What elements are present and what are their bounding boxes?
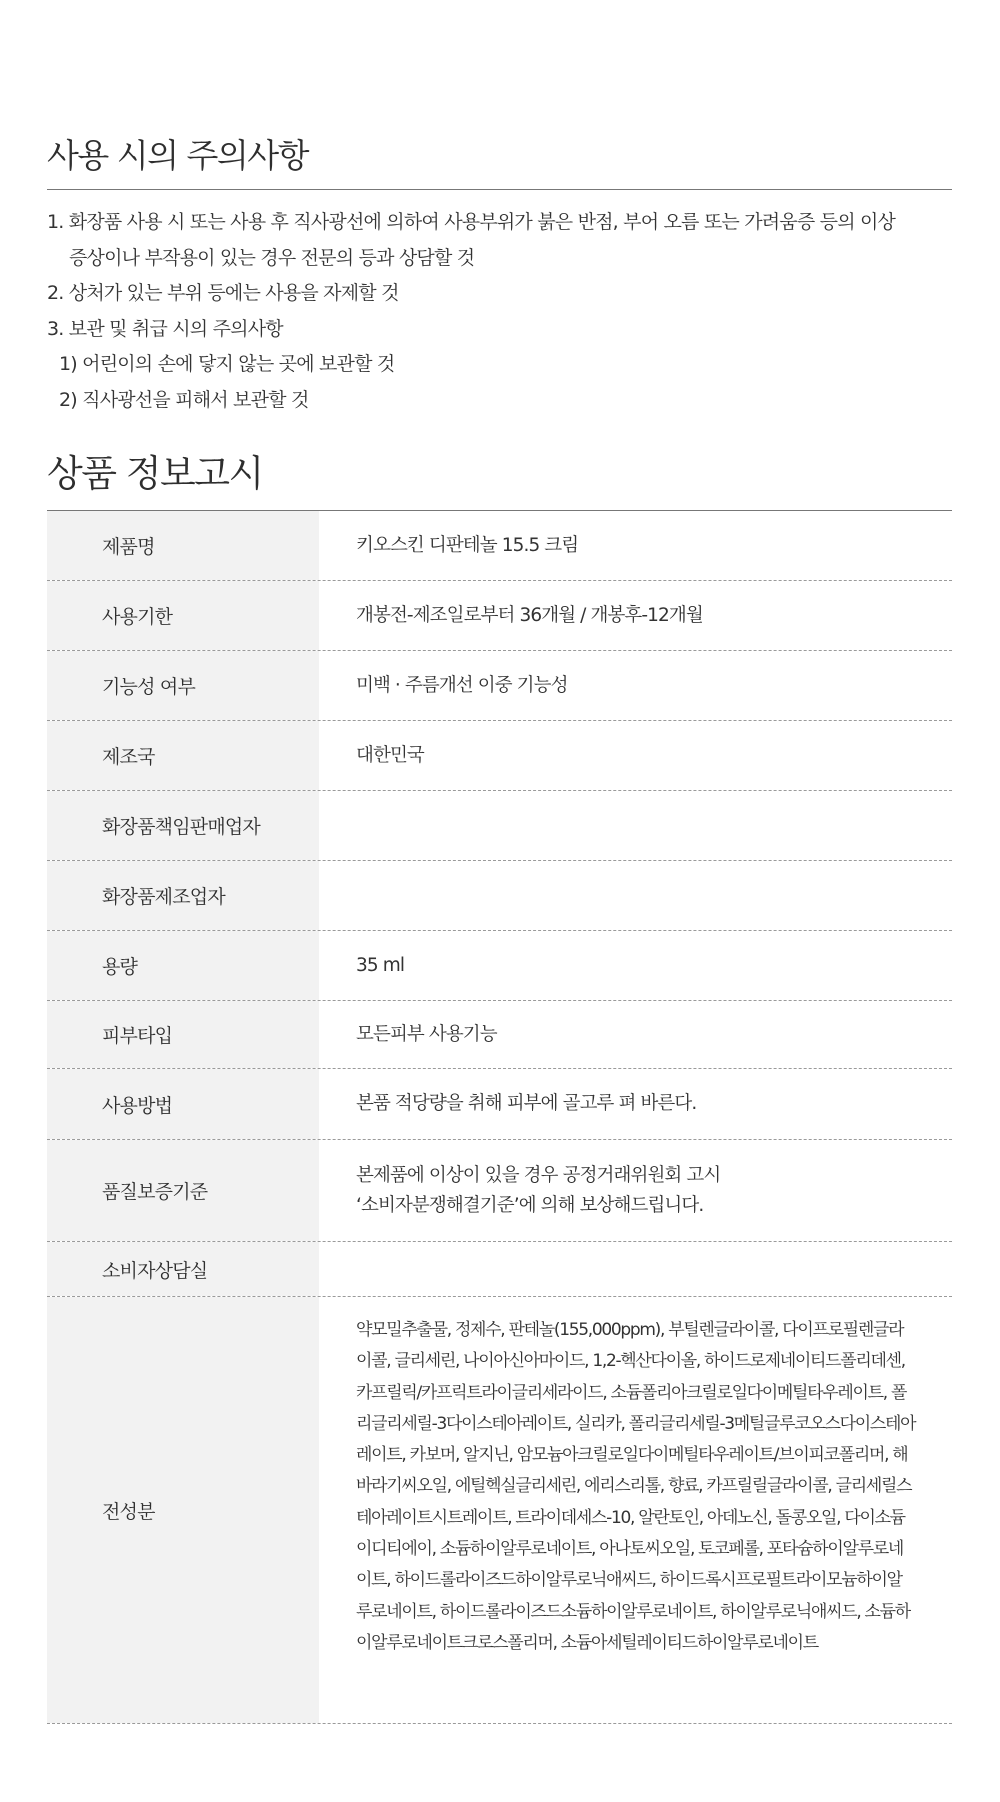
caution-list (47, 205, 952, 418)
caution-item-3: 3. 보관 및 취급 시의 주의사항 (47, 317, 283, 340)
row-label: 사용기한 (47, 581, 319, 650)
caution-subitem-1: 1) 어린이의 손에 닿지 않는 곳에 보관할 것 (59, 353, 395, 375)
row-label: 제조국 (47, 721, 319, 790)
row-value (319, 1140, 952, 1241)
table-row-quality-guarantee (47, 1140, 952, 1242)
caution-item-1: 1. 화장품 사용 시 또는 사용 후 직사광선에 의하여 사용부위가 붉은 반점, 부어 오름 또는 가려움증 등의 이상 (47, 211, 896, 233)
row-label: 피부타입 (47, 1001, 319, 1068)
table-row-volume (47, 931, 952, 1001)
product-info-table (47, 511, 952, 1724)
table-row-country (47, 721, 952, 791)
row-label: 기능성 여부 (47, 651, 319, 720)
row-value: 본품 적당량을 취해 피부에 골고루 펴 바른다. (356, 1093, 697, 1114)
row-value: 모든피부 사용기능 (356, 1023, 497, 1045)
caution-section-title: 사용 시의 주의사항 (47, 136, 309, 175)
product-info-section-title: 상품 정보고시 (47, 452, 263, 495)
row-value (319, 1242, 952, 1296)
caution-item-2: 2. 상처가 있는 부위 등에는 사용을 자제할 것 (47, 282, 399, 304)
row-label: 전성분 (47, 1297, 319, 1723)
quality-guarantee-line-1: 본제품에 이상이 있을 경우 공정거래위원회 고시 (356, 1164, 721, 1186)
row-value (319, 791, 952, 860)
table-row-usage (47, 1069, 952, 1140)
row-value: 개봉전-제조일로부터 36개월 / 개봉후-12개월 (356, 604, 703, 626)
row-value: 미백 · 주름개선 이중 기능성 (356, 674, 568, 696)
caution-item-1-continued: 증상이나 부작용이 있는 경우 전문의 등과 상담할 것 (69, 246, 475, 269)
row-value (319, 861, 952, 930)
ingredients-text: 약모밀추출물, 정제수, 판테놀(155,000ppm), 부틸렌글라이콜, 다이프로필렌글라이콜, 글리세린, 나이아신아마이드, 1,2-헥산다이올, 하이드로제네이티드폴리데센, 카프릴릭/카프릭트라이글리세라이드, 소듐폴리아크릴로일다이메틸타우레이트, 폴리글리세릴-3다이스테아레이트, 실리카, 폴리글리세릴-3메틸글루코오스다이스테아레이트, 카보머, 알지닌, 암모늄아크릴로일다이메틸타우레이트/브이피코폴리머, 해바라기씨오일, 에틸헥실글리세린, 에리스리톨, 향료, 카프릴릴글라이콜, 글리세릴스테아레이트시트레이트, 트라이데세스-10, 알란토인, 아데노신, 돌콩오일, 다이소듐이디티에이, 소듐하이알루로네이트, 아나토씨오일, 토코페롤, 포타슘하이알루로네이트, 하이드롤라이즈드하이알루로닉애씨드, 하이드록시프로필트라이모늄하이알루로네이트, 하이드롤라이즈드소듐하이알루로네이트, 하이알루로닉애씨드, 소듐하이알루로네이트크로스폴리머, 소듐아세틸레이티드하이알루로네이트 (356, 1320, 916, 1653)
row-label: 품질보증기준 (47, 1140, 319, 1241)
row-value: 대한민국 (356, 744, 424, 766)
row-label: 제품명 (47, 511, 319, 580)
table-row-product-name (47, 511, 952, 581)
table-row-ingredients (47, 1297, 952, 1724)
row-value: 35 ml (356, 954, 405, 976)
table-row-functionality (47, 651, 952, 721)
row-label: 화장품제조업자 (47, 861, 319, 930)
caution-subitem-2: 2) 직사광선을 피해서 보관할 것 (59, 388, 309, 411)
row-label: 소비자상담실 (47, 1242, 319, 1296)
row-label: 화장품책임판매업자 (47, 791, 319, 860)
table-row-manufacturer (47, 861, 952, 931)
row-value (319, 1297, 952, 1723)
table-row-expiry (47, 581, 952, 651)
quality-guarantee-line-2: ‘소비자분쟁해결기준’에 의해 보상해드립니다. (356, 1194, 704, 1216)
caution-title-divider (47, 189, 952, 190)
row-label: 사용방법 (47, 1069, 319, 1139)
row-label: 용량 (47, 931, 319, 1000)
table-row-distributor (47, 791, 952, 861)
table-row-skin-type (47, 1001, 952, 1069)
table-row-customer-service (47, 1242, 952, 1297)
row-value: 키오스킨 디판테놀 15.5 크림 (356, 534, 579, 556)
